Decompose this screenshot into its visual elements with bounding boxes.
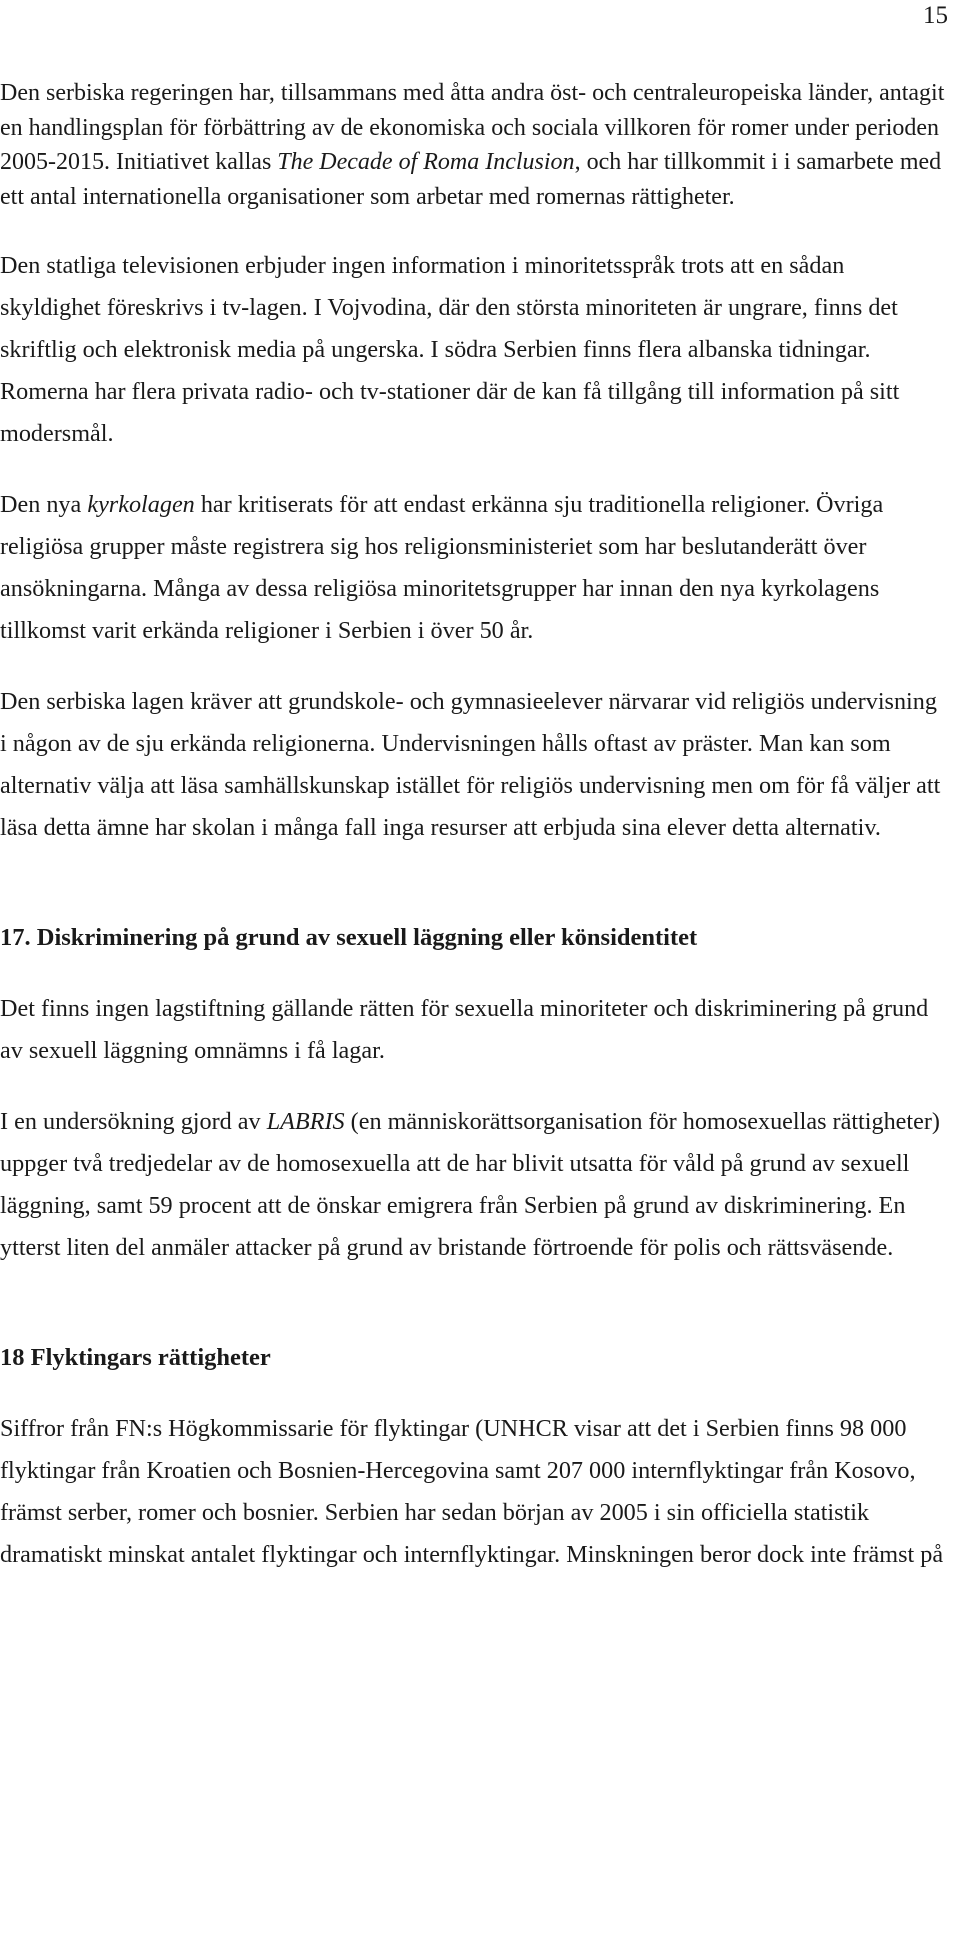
page-number: 15 <box>923 2 948 29</box>
paragraph-church-law: Den nya kyrkolagen har kritiserats för att endast erkänna sju traditionella religioner. Övriga religiösa grupper måste registrera sig hos religionsministeriet som har beslutanderätt över ansökningarna. Många av dessa religiösa minoritetsgrupper har innan den nya kyrkolagens tillkomst varit erkända religioner i Serbien i över 50 år. <box>0 491 884 644</box>
church-law-term: kyrkolagen <box>87 491 195 518</box>
paragraph-no-legislation: Det finns ingen lagstiftning gällande rätten för sexuella minoriteter och diskriminering på grund av sexuell läggning omnämns i få lagar. <box>0 995 929 1064</box>
section-18-heading: 18 Flyktingars rättigheter <box>0 1344 271 1371</box>
section-17-heading: 17. Diskriminering på grund av sexuell läggning eller könsidentitet <box>0 924 698 951</box>
labris-name: LABRIS <box>266 1108 345 1135</box>
paragraph-roma-inclusion: Den serbiska regeringen har, tillsammans med åtta andra öst- och centraleuropeiska länder, antagit en handlingsplan för förbättring av de ekonomiska och sociala villkoren för romer under perioden 2005-2015. Initiativet kallas The Decade of Roma Inclusion, och har tillkommit i i samarbete med ett antal internationella organisationer som arbetar med romernas rättigheter. <box>0 80 945 210</box>
document-body <box>0 76 945 1576</box>
paragraph-labris-survey: I en undersökning gjord av LABRIS (en människorättsorganisation för homosexuellas rättigheter) uppger två tredjedelar av de homosexuella att de har blivit utsatta för våld på grund av sexuell läggning, samt 59 procent att de önskar emigrera från Serbien på grund av diskriminering. En ytterst liten del anmäler attacker på grund av bristande förtroende för polis och rättsväsende. <box>0 1108 940 1261</box>
paragraph-religious-education: Den serbiska lagen kräver att grundskole- och gymnasieelever närvarar vid religiös undervisning i någon av de sju erkända religionerna. Undervisningen hålls oftast av präster. Man kan som alternativ välja att läsa samhällskunskap istället för religiös undervisning men om för få väljer att läsa detta ämne har skolan i många fall inga resurser att erbjuda sina elever detta alternativ. <box>0 688 941 841</box>
decade-title: The Decade of Roma Inclusion <box>277 149 575 175</box>
paragraph-refugee-statistics: Siffror från FN:s Högkommissarie för flyktingar (UNHCR visar att det i Serbien finns 98 000 flyktingar från Kroatien och Bosnien-Hercegovina samt 207 000 internflyktingar från Kosovo, främst serber, romer och bosnier. Serbien har sedan början av 2005 i sin officiella statistik dramatiskt minskat antalet flyktingar och internflyktingar. Minskningen beror dock inte främst på <box>0 1415 944 1568</box>
paragraph-minority-media: Den statliga televisionen erbjuder ingen information i minoritetsspråk trots att en sådan skyldighet föreskrivs i tv-lagen. I Vojvodina, där den största minoriteten är ungrare, finns det skriftlig och elektronisk media på ungerska. I södra Serbien finns flera albanska tidningar. Romerna har flera privata radio- och tv-stationer där de kan få tillgång till information på sitt modersmål. <box>0 252 900 447</box>
